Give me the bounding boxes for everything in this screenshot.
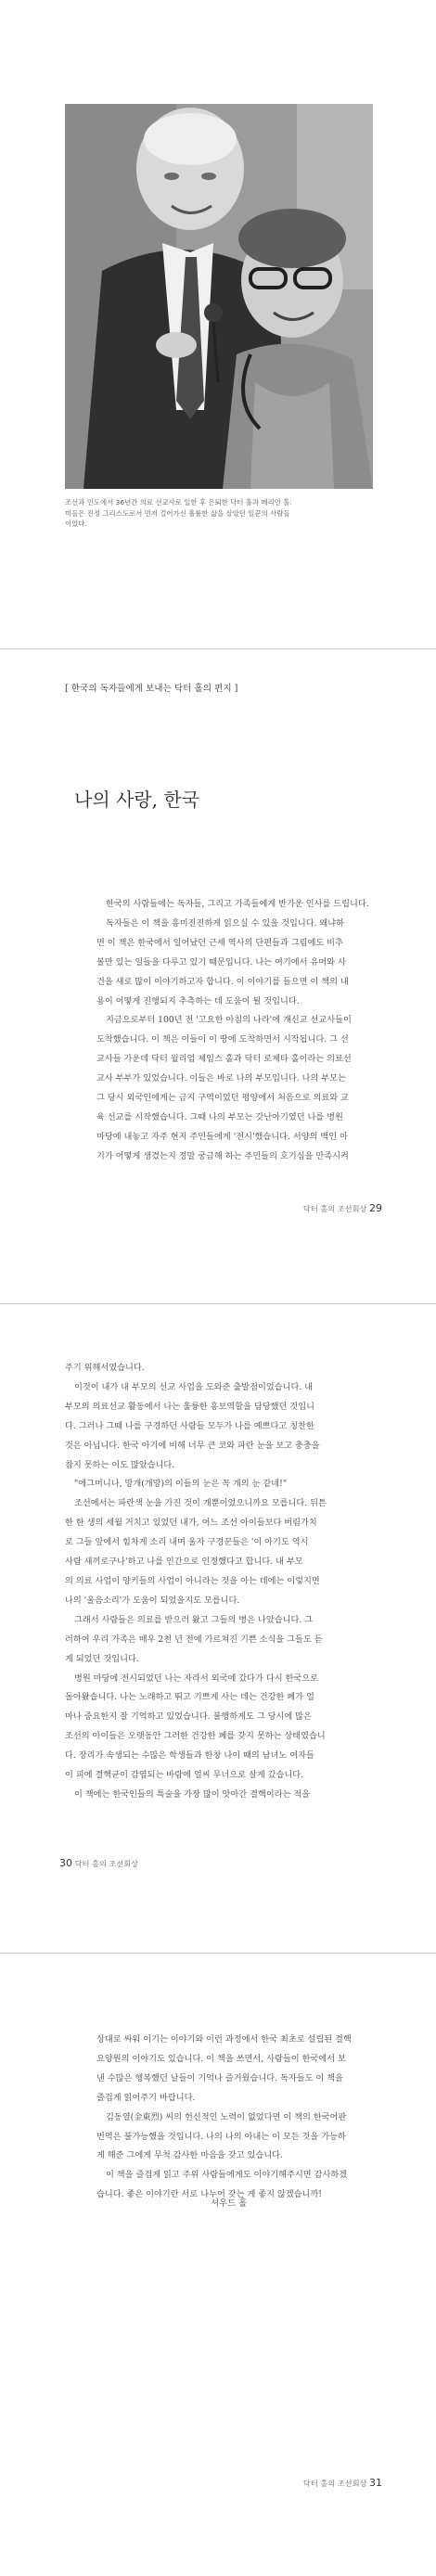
page-31-footer xyxy=(303,2477,382,2489)
page-number: 30 xyxy=(59,1857,72,1869)
text-line: 김동열(金東烈) 씨의 헌신적인 노력이 없었다면 이 책의 한국어판 xyxy=(106,2111,347,2122)
text-line: 로 그들 앞에서 힘차게 소리 내며 울자 구경꾼들은 '이 아기도 역시 xyxy=(65,1537,309,1548)
text-line: 이 책에는 한국인들의 특술을 가장 많이 앗아간 결핵이라는 적을 xyxy=(74,1788,311,1800)
running-title: 닥터 홀의 조선회상 xyxy=(302,2479,367,2488)
text-line: 기가 어떻게 생겼는지 정말 궁금해 하는 주민들의 호기심을 만족시켜 xyxy=(96,1150,349,1161)
text-line: 사람 새끼로구나'하고 나를 인간으로 인정했다고 합니다. 내 부모 xyxy=(65,1557,303,1568)
text-line: 부모의 의료선교 활동에서 나는 훌륭한 홍보역할을 담당했던 것입니 xyxy=(65,1401,314,1412)
text-line: 다. 장리가 속생되는 수많은 학생들과 한창 나이 때의 남녀노 여자들 xyxy=(65,1750,314,1762)
text-line: 조선에서는 파란색 눈을 가진 것이 개뿐이었으니까요 모릅니다. 뒤튼 xyxy=(74,1498,327,1509)
text-line: 요양원의 이야기도 있습니다. 이 책을 쓰면서, 사람들이 한국에서 보 xyxy=(96,2053,346,2064)
text-line: 그래서 사람들은 의료를 받으러 왔고 그들의 병은 나았습니다. 그 xyxy=(74,1614,314,1625)
text-line: "에그머니나, 망개(개망)의 이들의 눈은 꼭 개의 눈 같네!" xyxy=(74,1479,288,1490)
photo-caption xyxy=(65,497,373,530)
text-line: 조선의 아이들은 오랫동안 그러한 건강한 폐를 갖지 못하는 상태였습니 xyxy=(65,1731,326,1742)
running-title: 닥터 홀의 조선회상 xyxy=(302,1204,367,1213)
text-line: 이 피에 결핵균이 감염되는 바람에 얼씨 무너으로 살게 갔습니다. xyxy=(65,1770,304,1781)
text-line: 것은 아닙니다. 한국 아기에 비해 너무 큰 코와 파란 눈을 보고 충충을 xyxy=(65,1440,320,1451)
caption-line: 이었다. xyxy=(65,519,87,528)
page-29-footer xyxy=(303,1202,382,1214)
text-line: 상대로 싸워 이기는 이야기와 이런 과정에서 한국 최초로 설립된 결핵 xyxy=(96,2034,352,2044)
text-line: 육 선교를 시작했습니다. 그때 나의 부모는 갓난아기였던 나를 병원 xyxy=(96,1111,343,1122)
text-line: 면 이 책은 한국에서 일어났던 근세 역사의 단편들과 그림에도 비추 xyxy=(96,937,343,948)
text-line: 나의 '울음소리'가 도움이 되었을지도 모릅니다. xyxy=(65,1595,240,1606)
page-photo xyxy=(0,0,436,649)
text-line: 러하여 우리 가족은 매우 2천 년 전에 가르쳐진 기쁜 소식을 그들도 듣 xyxy=(65,1634,323,1645)
page-30-text xyxy=(65,1359,362,1805)
signature: 셔우드 홀 xyxy=(211,2198,248,2209)
photo-dr-hall-and-marian-hall xyxy=(65,104,373,489)
section-label: [ 한국의 독자들에게 보내는 닥터 홀의 편지 ] xyxy=(65,684,238,694)
text-line: 습니다. 좋은 이야기란 서로 나누어 갖는 게 좋지 않겠습니까! xyxy=(96,2189,322,2200)
page-31-text xyxy=(96,2031,393,2205)
text-line: 용이 어떻게 진행되지 추측하는 데 도움이 될 것입니다. xyxy=(96,995,300,1006)
text-line: 게 해준 그에게 무척 감사한 마음을 갖고 있습니다. xyxy=(96,2150,283,2161)
text-line: 게 되었던 것입니다. xyxy=(65,1653,139,1664)
text-line: 한국의 사람들에는 독자들, 그리고 가족들에게 반가운 인사를 드립니다. xyxy=(106,899,369,909)
page-29-text xyxy=(96,895,393,1167)
caption-line: 미들은 진정 그리스도로서 먼저 걸어가신 훌륭한 삶을 살았던 일꾼의 사람들 xyxy=(65,508,290,518)
text-line: 이 책을 즐겁게 읽고 주위 사람들에게도 이야기해주시면 감사하겠 xyxy=(106,2170,348,2181)
text-line: 독자들은 이 책을 흥미진진하게 읽으실 수 있을 것입니다. 왜냐하 xyxy=(106,917,345,929)
text-line: 다. 그러나 그때 나를 구경하던 사람들 모두가 나를 예쁘다고 칭찬한 xyxy=(65,1420,314,1431)
text-line: 그 당시 외국인에게는 금지 구역이었던 평양에서 처음으로 의료와 교 xyxy=(96,1093,349,1104)
text-line: 건을 새로 많이 이야기하고자 합니다. 이 이야기를 들으면 이 책의 내 xyxy=(96,976,349,987)
caption-line: 조선과 인도에서 36년간 의료 선교사로 일한 후 은퇴한 닥터 홀과 메리언 홀. xyxy=(65,498,292,506)
text-line: 한 한 생의 세월 거치고 있었던 내가, 어느 조선 아이들보다 버림가치 xyxy=(65,1518,317,1529)
text-line: 교사 부부가 있었습니다. 이들은 바로 나의 부모입니다. 나의 부모는 xyxy=(96,1073,346,1084)
text-line: 참지 못하는 이도 많았습니다. xyxy=(65,1459,175,1470)
page-number: 29 xyxy=(369,1202,382,1214)
text-line: 이것이 내가 내 부모의 선교 사업을 도와준 출발점이었습니다. 내 xyxy=(74,1381,314,1392)
text-line: 주기 위해서였습니다. xyxy=(65,1363,145,1373)
page-30-footer xyxy=(59,1857,138,1869)
text-line: 번역은 불가능했을 것입니다. 나의 나의 아내는 이 모든 것을 가능하 xyxy=(96,2131,346,2142)
page-number: 31 xyxy=(369,2477,382,2489)
running-title: 닥터 홀의 조선회상 xyxy=(74,1859,139,1868)
text-line: 병원 마당에 전시되었던 나는 자라서 외국에 갔다가 다시 한국으로 xyxy=(74,1672,318,1684)
text-line: 교사들 가운데 닥터 윌리엄 제임스 홀과 닥터 로제타 홀이라는 의료선 xyxy=(96,1054,352,1065)
text-line: 돌아왔습니다. 나는 노래하고 뛰고 기쁘게 사는 데는 건강한 폐가 얼 xyxy=(65,1692,314,1703)
text-line: 마당에 내놓고 자주 현지 주민들에게 '전시'했습니다. 서양의 백인 아 xyxy=(96,1131,348,1142)
text-line: 의 의료 사업이 양키들의 사업이 아니라는 것을 아는 데에는 이렇지면 xyxy=(65,1575,320,1586)
letter-headline: 나의 사랑, 한국 xyxy=(74,788,199,811)
text-line: 볼만 있는 일들을 다루고 있기 때문입니다. 나는 여기에서 유머와 사 xyxy=(96,956,346,968)
text-line: 마나 중요한지 잘 기억하고 있었습니다. 불행하게도 그 당시에 많은 xyxy=(65,1711,312,1723)
text-line: 낸 수많은 행복했던 날들이 기억나 즐거웠습니다. 독자들도 이 책을 xyxy=(96,2072,343,2083)
photograph-image xyxy=(65,104,373,489)
text-line: 지금으로부터 100년 전 '고요한 아침의 나라'에 개신교 선교사들이 xyxy=(106,1015,352,1026)
text-line: 즐겁게 읽어주기 바랍니다. xyxy=(96,2092,196,2103)
text-line: 도착했습니다. 이 책은 이들이 이 땅에 도착하면서 시작됩니다. 그 선 xyxy=(96,1034,349,1045)
